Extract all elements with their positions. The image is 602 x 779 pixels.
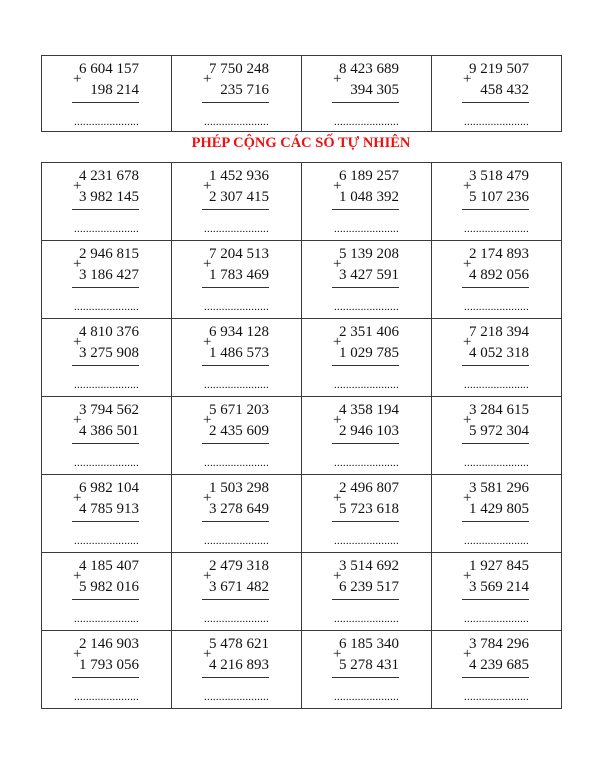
addition-problem-cell [432, 397, 562, 475]
addition-problem [432, 553, 561, 630]
second-addend: 3 427 591 [339, 267, 399, 283]
plus-sign: + [333, 646, 342, 662]
first-addend: 7 750 248 [209, 61, 269, 77]
answer-blank[interactable]: ...................... [334, 535, 399, 547]
second-addend: 5 982 016 [79, 579, 139, 595]
answer-blank[interactable]: ...................... [464, 223, 529, 235]
answer-blank[interactable]: ...................... [74, 379, 139, 391]
addition-problem [172, 319, 301, 396]
addition-problem [172, 553, 301, 630]
addition-problem-cell [42, 397, 172, 475]
top-addition-table [41, 55, 562, 132]
first-addend: 5 478 621 [209, 636, 269, 652]
second-addend: 198 214 [90, 82, 139, 98]
first-addend: 3 581 296 [469, 480, 529, 496]
second-addend: 1 793 056 [79, 657, 139, 673]
sum-underline [462, 209, 529, 210]
first-addend: 3 518 479 [469, 168, 529, 184]
first-addend: 6 189 257 [339, 168, 399, 184]
first-addend: 1 503 298 [209, 480, 269, 496]
plus-sign: + [203, 334, 212, 350]
sum-underline [332, 102, 399, 103]
sum-underline [462, 287, 529, 288]
addition-problem-cell [172, 241, 302, 319]
first-addend: 3 794 562 [79, 402, 139, 418]
first-addend: 3 284 615 [469, 402, 529, 418]
addition-problem-cell [42, 319, 172, 397]
first-addend: 7 204 513 [209, 246, 269, 262]
answer-blank[interactable]: ...................... [334, 116, 399, 128]
first-addend: 6 604 157 [79, 61, 139, 77]
sum-underline [462, 365, 529, 366]
first-addend: 4 358 194 [339, 402, 399, 418]
sum-underline [72, 677, 139, 678]
answer-blank[interactable]: ...................... [334, 223, 399, 235]
first-addend: 4 231 678 [79, 168, 139, 184]
plus-sign: + [73, 334, 82, 350]
first-addend: 2 174 893 [469, 246, 529, 262]
plus-sign: + [333, 256, 342, 272]
addition-problem [42, 553, 171, 630]
problem-row [42, 241, 562, 319]
answer-blank[interactable]: ...................... [204, 301, 269, 313]
plus-sign: + [73, 568, 82, 584]
answer-blank[interactable]: ...................... [464, 535, 529, 547]
second-addend: 1 486 573 [209, 345, 269, 361]
addition-problem-cell [302, 56, 432, 132]
addition-problem-cell [42, 163, 172, 241]
plus-sign: + [333, 71, 342, 87]
plus-sign: + [73, 646, 82, 662]
sum-underline [332, 443, 399, 444]
problem-row [42, 56, 562, 132]
plus-sign: + [333, 178, 342, 194]
sum-underline [72, 287, 139, 288]
addition-problem-cell [432, 631, 562, 709]
sum-underline [332, 209, 399, 210]
addition-problem-cell [42, 241, 172, 319]
answer-blank[interactable]: ...................... [74, 691, 139, 703]
sum-underline [72, 521, 139, 522]
second-addend: 3 275 908 [79, 345, 139, 361]
answer-blank[interactable]: ...................... [204, 379, 269, 391]
addition-exercise-table [41, 162, 562, 709]
addition-problem [42, 631, 171, 708]
first-addend: 7 218 394 [469, 324, 529, 340]
first-addend: 2 146 903 [79, 636, 139, 652]
answer-blank[interactable]: ...................... [334, 301, 399, 313]
plus-sign: + [463, 334, 472, 350]
answer-blank[interactable]: ...................... [464, 613, 529, 625]
sum-underline [462, 443, 529, 444]
plus-sign: + [73, 490, 82, 506]
answer-blank[interactable]: ...................... [204, 535, 269, 547]
first-addend: 9 219 507 [469, 61, 529, 77]
sum-underline [462, 599, 529, 600]
first-addend: 2 946 815 [79, 246, 139, 262]
sum-underline [72, 443, 139, 444]
answer-blank[interactable]: ...................... [204, 691, 269, 703]
first-addend: 2 351 406 [339, 324, 399, 340]
addition-problem [172, 163, 301, 240]
sum-underline [462, 102, 529, 103]
sum-underline [202, 677, 269, 678]
second-addend: 3 569 214 [469, 579, 529, 595]
addition-problem-cell [302, 631, 432, 709]
addition-problem [42, 319, 171, 396]
addition-problem-cell [172, 475, 302, 553]
plus-sign: + [333, 412, 342, 428]
answer-blank[interactable]: ...................... [74, 116, 139, 128]
addition-problem [432, 475, 561, 552]
second-addend: 5 278 431 [339, 657, 399, 673]
problem-row [42, 553, 562, 631]
problem-row [42, 319, 562, 397]
sum-underline [202, 102, 269, 103]
addition-problem-cell [432, 56, 562, 132]
addition-problem-cell [42, 56, 172, 132]
answer-blank[interactable]: ...................... [74, 223, 139, 235]
addition-problem [302, 631, 431, 708]
addition-problem-cell [172, 553, 302, 631]
plus-sign: + [333, 490, 342, 506]
first-addend: 2 479 318 [209, 558, 269, 574]
first-addend: 3 514 692 [339, 558, 399, 574]
addition-problem [432, 319, 561, 396]
addition-problem-cell [432, 163, 562, 241]
addition-problem-cell [302, 553, 432, 631]
addition-problem [42, 397, 171, 474]
second-addend: 4 785 913 [79, 501, 139, 517]
addition-problem [302, 241, 431, 318]
addition-problem-cell [302, 475, 432, 553]
addition-problem-cell [302, 319, 432, 397]
addition-problem [432, 631, 561, 708]
answer-blank[interactable]: ...................... [204, 116, 269, 128]
sum-underline [462, 521, 529, 522]
sum-underline [202, 365, 269, 366]
addition-problem-cell [42, 631, 172, 709]
addition-problem [302, 553, 431, 630]
first-addend: 1 452 936 [209, 168, 269, 184]
plus-sign: + [203, 568, 212, 584]
first-addend: 1 927 845 [469, 558, 529, 574]
answer-blank[interactable]: ...................... [464, 457, 529, 469]
first-addend: 4 185 407 [79, 558, 139, 574]
first-addend: 3 784 296 [469, 636, 529, 652]
second-addend: 1 429 805 [469, 501, 529, 517]
sum-underline [202, 443, 269, 444]
plus-sign: + [73, 178, 82, 194]
second-addend: 2 946 103 [339, 423, 399, 439]
second-addend: 2 435 609 [209, 423, 269, 439]
second-addend: 2 307 415 [209, 189, 269, 205]
addition-problem [42, 163, 171, 240]
first-addend: 8 423 689 [339, 61, 399, 77]
sum-underline [202, 599, 269, 600]
second-addend: 235 716 [220, 82, 269, 98]
first-addend: 6 982 104 [79, 480, 139, 496]
second-addend: 4 216 893 [209, 657, 269, 673]
plus-sign: + [463, 71, 472, 87]
sum-underline [462, 677, 529, 678]
second-addend: 1 048 392 [339, 189, 399, 205]
plus-sign: + [333, 334, 342, 350]
addition-problem-cell [302, 397, 432, 475]
addition-problem-cell [302, 163, 432, 241]
plus-sign: + [463, 646, 472, 662]
addition-problem [302, 56, 431, 131]
answer-blank[interactable]: ...................... [464, 116, 529, 128]
first-addend: 6 185 340 [339, 636, 399, 652]
second-addend: 4 052 318 [469, 345, 529, 361]
answer-blank[interactable]: ...................... [464, 691, 529, 703]
answer-blank[interactable]: ...................... [74, 535, 139, 547]
addition-problem-cell [172, 319, 302, 397]
addition-problem-cell [42, 475, 172, 553]
addition-problem-cell [432, 241, 562, 319]
plus-sign: + [203, 71, 212, 87]
addition-problem-cell [432, 475, 562, 553]
plus-sign: + [203, 412, 212, 428]
answer-blank[interactable]: ...................... [334, 613, 399, 625]
second-addend: 5 107 236 [469, 189, 529, 205]
answer-blank[interactable]: ...................... [204, 457, 269, 469]
answer-blank[interactable]: ...................... [74, 613, 139, 625]
second-addend: 3 982 145 [79, 189, 139, 205]
answer-blank[interactable]: ...................... [334, 379, 399, 391]
sum-underline [332, 521, 399, 522]
first-addend: 6 934 128 [209, 324, 269, 340]
addition-problem [302, 397, 431, 474]
sum-underline [72, 209, 139, 210]
addition-problem [432, 56, 561, 131]
second-addend: 1 029 785 [339, 345, 399, 361]
problem-row [42, 631, 562, 709]
second-addend: 3 278 649 [209, 501, 269, 517]
plus-sign: + [203, 178, 212, 194]
addition-problem [42, 475, 171, 552]
second-addend: 4 892 056 [469, 267, 529, 283]
addition-problem-cell [432, 319, 562, 397]
plus-sign: + [463, 256, 472, 272]
sum-underline [332, 365, 399, 366]
plus-sign: + [203, 490, 212, 506]
answer-blank[interactable]: ...................... [334, 457, 399, 469]
addition-problem-cell [42, 553, 172, 631]
addition-problem [172, 475, 301, 552]
sum-underline [72, 102, 139, 103]
problem-row [42, 475, 562, 553]
plus-sign: + [463, 412, 472, 428]
sum-underline [202, 287, 269, 288]
addition-problem-cell [172, 56, 302, 132]
addition-problem [172, 397, 301, 474]
addition-problem [432, 163, 561, 240]
addition-problem [432, 397, 561, 474]
addition-problem-cell [172, 163, 302, 241]
sum-underline [332, 677, 399, 678]
first-addend: 5 671 203 [209, 402, 269, 418]
addition-problem [302, 319, 431, 396]
second-addend: 394 305 [350, 82, 399, 98]
plus-sign: + [463, 568, 472, 584]
first-addend: 2 496 807 [339, 480, 399, 496]
problem-row [42, 397, 562, 475]
answer-blank[interactable]: ...................... [464, 301, 529, 313]
addition-problem [172, 241, 301, 318]
addition-problem-cell [172, 397, 302, 475]
first-addend: 5 139 208 [339, 246, 399, 262]
plus-sign: + [73, 71, 82, 87]
plus-sign: + [333, 568, 342, 584]
second-addend: 3 186 427 [79, 267, 139, 283]
answer-blank[interactable]: ...................... [204, 613, 269, 625]
sum-underline [72, 599, 139, 600]
addition-problem [172, 631, 301, 708]
second-addend: 5 972 304 [469, 423, 529, 439]
addition-problem [302, 475, 431, 552]
plus-sign: + [203, 646, 212, 662]
addition-problem [302, 163, 431, 240]
answer-blank[interactable]: ...................... [204, 223, 269, 235]
plus-sign: + [73, 256, 82, 272]
addition-problem [432, 241, 561, 318]
addition-problem [172, 56, 301, 131]
sum-underline [202, 521, 269, 522]
answer-blank[interactable]: ...................... [74, 457, 139, 469]
sum-underline [72, 365, 139, 366]
second-addend: 4 386 501 [79, 423, 139, 439]
answer-blank[interactable]: ...................... [334, 691, 399, 703]
addition-problem [42, 241, 171, 318]
problem-row [42, 163, 562, 241]
second-addend: 1 783 469 [209, 267, 269, 283]
sum-underline [332, 599, 399, 600]
addition-problem-cell [432, 553, 562, 631]
plus-sign: + [203, 256, 212, 272]
first-addend: 4 810 376 [79, 324, 139, 340]
second-addend: 3 671 482 [209, 579, 269, 595]
second-addend: 458 432 [480, 82, 529, 98]
plus-sign: + [463, 178, 472, 194]
answer-blank[interactable]: ...................... [464, 379, 529, 391]
sum-underline [202, 209, 269, 210]
addition-problem [42, 56, 171, 131]
sum-underline [332, 287, 399, 288]
plus-sign: + [73, 412, 82, 428]
addition-problem-cell [302, 241, 432, 319]
second-addend: 4 239 685 [469, 657, 529, 673]
worksheet-title: PHÉP CỘNG CÁC SỐ TỰ NHIÊN [191, 135, 411, 151]
addition-problem-cell [172, 631, 302, 709]
plus-sign: + [463, 490, 472, 506]
answer-blank[interactable]: ...................... [74, 301, 139, 313]
second-addend: 5 723 618 [339, 501, 399, 517]
second-addend: 6 239 517 [339, 579, 399, 595]
